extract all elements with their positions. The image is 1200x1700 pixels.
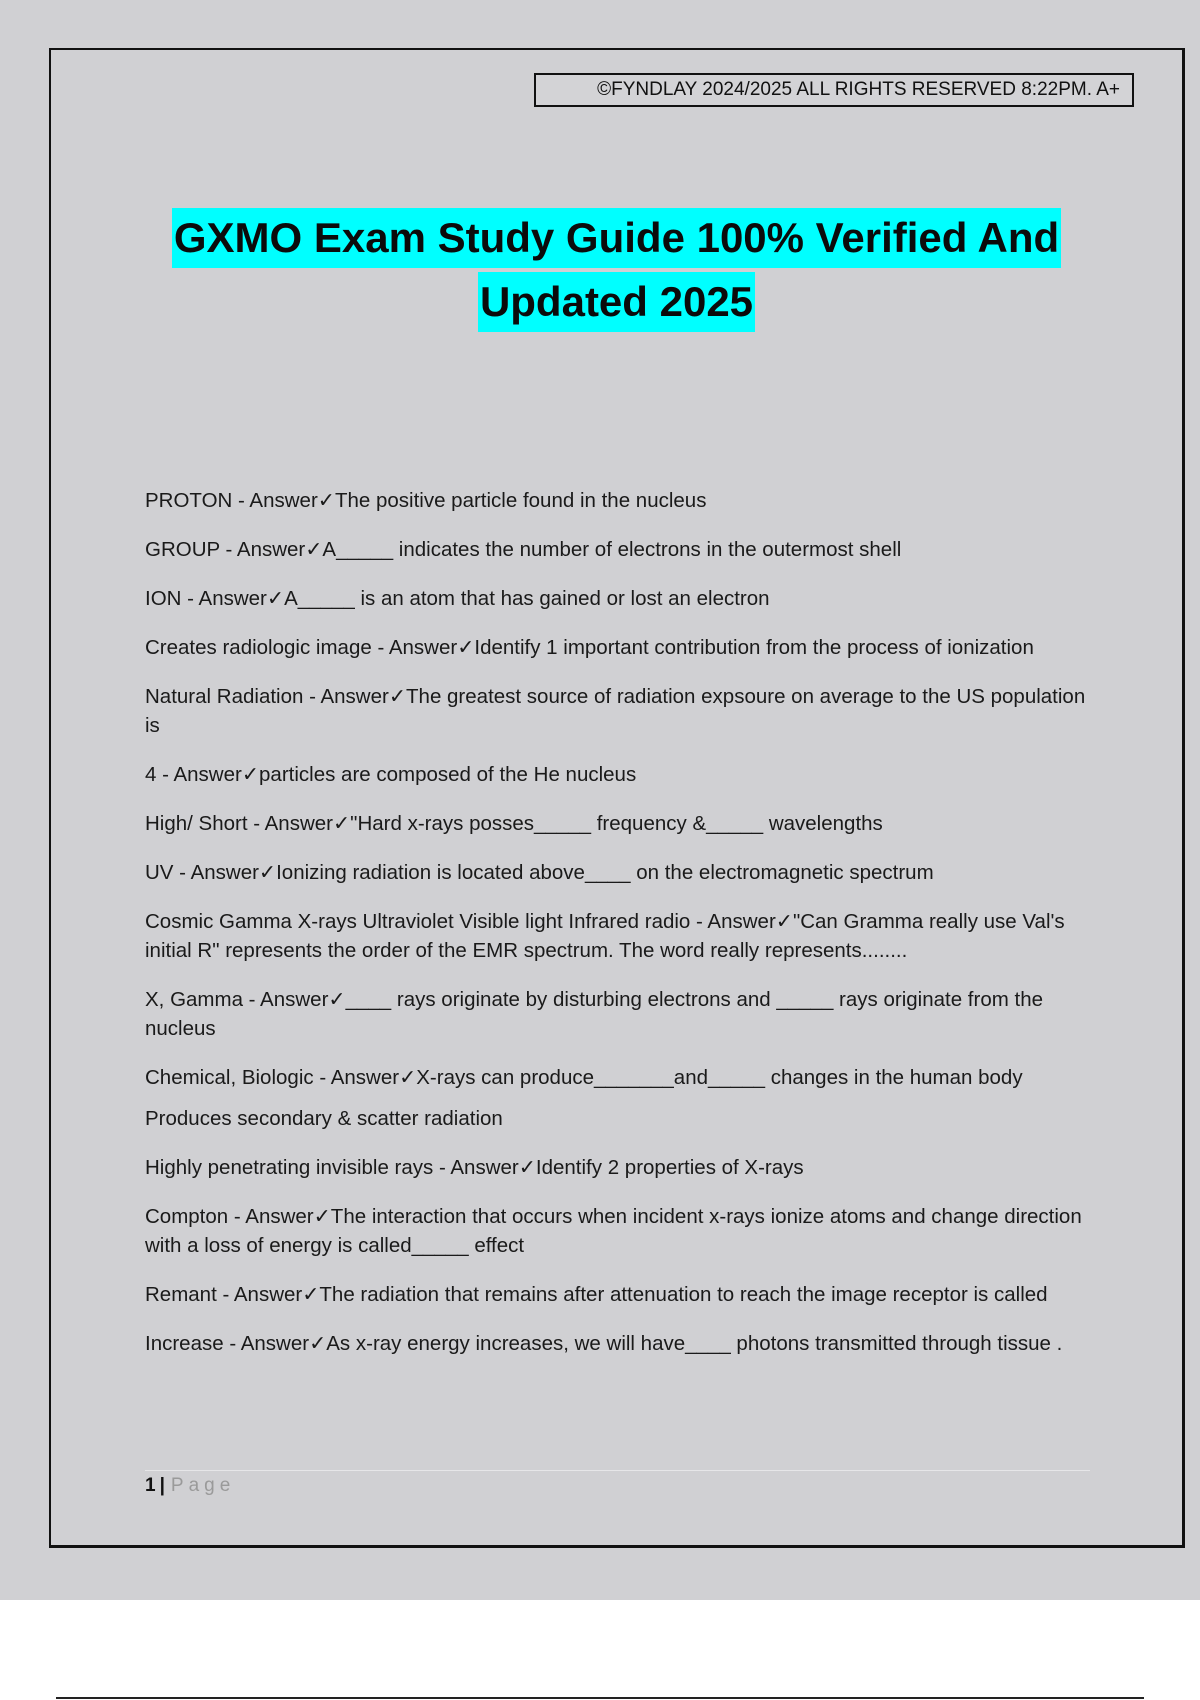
qa-item: Creates radiologic image - Answer✓Identify 1 important contribution from the process of ionization xyxy=(145,636,1034,659)
qa-item: ION - Answer✓A_____ is an atom that has gained or lost an electron xyxy=(145,587,770,610)
qa-item: X, Gamma - Answer✓____ rays originate by disturbing electrons and _____ rays originate from the nucleus xyxy=(145,988,1043,1040)
qa-item: Highly penetrating invisible rays - Answer✓Identify 2 properties of X-rays xyxy=(145,1156,804,1179)
qa-item: Cosmic Gamma X-rays Ultraviolet Visible light Infrared radio - Answer✓"Can Gramma really use Val's initial R" represents the order of the EMR spectrum. The word really represents........ xyxy=(145,910,1065,962)
qa-item: UV - Answer✓Ionizing radiation is located above____ on the electromagnetic spectrum xyxy=(145,861,934,884)
qa-item: Chemical, Biologic - Answer✓X-rays can produce_______and_____ changes in the human body xyxy=(145,1066,1023,1089)
qa-item: High/ Short - Answer✓"Hard x-rays posses_____ frequency &_____ wavelengths xyxy=(145,812,883,835)
page-number-separator: | xyxy=(159,1475,165,1496)
qa-item: Compton - Answer✓The interaction that occurs when incident x-rays ionize atoms and change direction with a loss of energy is called_____ effect xyxy=(145,1205,1082,1257)
page-label: Page xyxy=(170,1475,236,1496)
qa-item: Natural Radiation - Answer✓The greatest source of radiation expsoure on average to the US population is xyxy=(145,685,1086,737)
qa-list xyxy=(145,486,1095,1378)
qa-item: PROTON - Answer✓The positive particle found in the nucleus xyxy=(145,489,707,512)
next-page-top-rule xyxy=(56,1697,1144,1699)
copyright-notice: ©FYNDLAY 2024/2025 ALL RIGHTS RESERVED 8:22PM. A+ xyxy=(534,73,1134,107)
qa-item: Increase - Answer✓As x-ray energy increases, we will have____ photons transmitted through tissue . xyxy=(145,1332,1063,1355)
qa-item: GROUP - Answer✓A_____ indicates the number of electrons in the outermost shell xyxy=(145,538,902,561)
title-line-1: GXMO Exam Study Guide 100% Verified And xyxy=(172,208,1061,268)
footer-divider xyxy=(145,1470,1090,1471)
title-line-2: Updated 2025 xyxy=(478,272,755,332)
page-number xyxy=(145,1475,235,1497)
qa-item: Remant - Answer✓The radiation that remains after attenuation to reach the image receptor is called xyxy=(145,1283,1048,1306)
page-number-value: 1 xyxy=(145,1475,156,1496)
qa-item: 4 - Answer✓particles are composed of the He nucleus xyxy=(145,763,637,786)
document-title xyxy=(100,208,1133,332)
qa-item: Produces secondary & scatter radiation xyxy=(145,1107,503,1130)
